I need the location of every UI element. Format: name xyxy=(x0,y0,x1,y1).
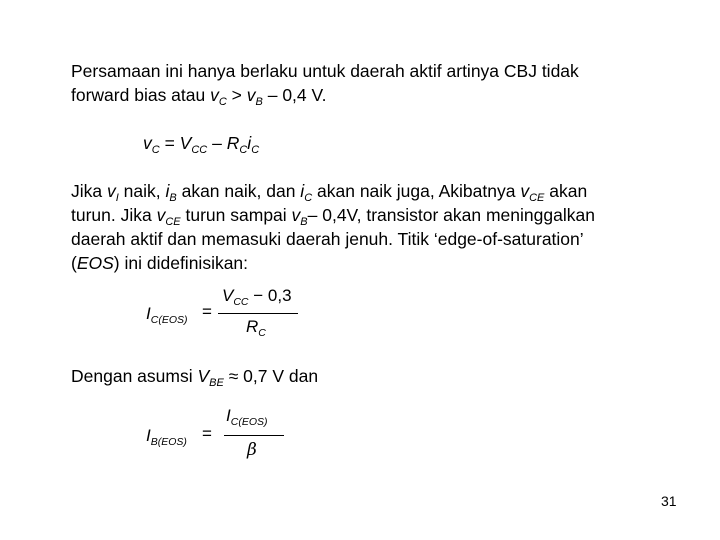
gt-sign: > xyxy=(226,85,247,105)
intro-line-1: Persamaan ini hanya berlaku untuk daerah aktif artinya CBJ tidak xyxy=(71,61,579,81)
sub-c: C xyxy=(251,144,260,156)
var-R: R xyxy=(226,133,240,153)
var-V: V xyxy=(179,133,192,153)
text: Jika xyxy=(71,181,107,201)
text: naik, xyxy=(118,181,166,201)
sub-c: C xyxy=(151,144,160,156)
var-v: v xyxy=(291,205,301,225)
var-I: I xyxy=(146,304,151,323)
ic-eos-equation xyxy=(146,286,316,342)
var-V: V xyxy=(222,286,234,305)
var-v: v xyxy=(143,133,152,153)
text: akan naik juga, Akibatnya xyxy=(312,181,521,201)
saturation-paragraph xyxy=(71,179,691,275)
equals-sign: = xyxy=(159,133,180,153)
text: ≈ 0,7 V dan xyxy=(223,366,319,386)
var-v: v xyxy=(156,205,166,225)
page-number: 31 xyxy=(661,493,677,509)
sub-i: I xyxy=(115,192,119,204)
sub-ce: CE xyxy=(165,216,181,228)
sub-cc: CC xyxy=(191,144,208,156)
text: ) ini didefinisikan: xyxy=(113,253,249,273)
sub-b: B xyxy=(169,192,177,204)
vc-equation xyxy=(143,131,720,155)
sub-cc: CC xyxy=(233,296,249,308)
sub-be: BE xyxy=(209,377,224,389)
text: Dengan asumsi xyxy=(71,366,198,386)
var-v: v xyxy=(520,181,530,201)
fraction-bar xyxy=(224,435,284,436)
var-v: v xyxy=(246,85,256,105)
intro-line-2-text: forward bias atau xyxy=(71,85,211,105)
var-v: v xyxy=(106,181,116,201)
eos-term: EOS xyxy=(76,253,114,273)
sub-c-eos: C(EOS) xyxy=(150,314,188,326)
var-I: I xyxy=(226,406,231,425)
intro-tail: – 0,4 V. xyxy=(262,85,327,105)
text: daerah aktif dan memasuki daerah jenuh. Titik ‘edge-of-saturation’ xyxy=(71,229,584,249)
sub-c-eos: C(EOS) xyxy=(230,416,268,428)
text: – 0,4V, transistor akan meninggalkan xyxy=(307,205,595,225)
text: turun sampai xyxy=(180,205,292,225)
var-V: V xyxy=(197,366,210,386)
sub-c: C xyxy=(239,144,248,156)
intro-paragraph xyxy=(71,59,691,107)
var-i: i xyxy=(165,181,170,201)
beta-symbol: β xyxy=(247,440,257,460)
text: akan naik, dan xyxy=(176,181,301,201)
equals-sign: = xyxy=(202,424,212,443)
assumption-paragraph xyxy=(71,364,691,388)
ic-eos-lhs xyxy=(146,304,187,324)
minus-sign: – xyxy=(207,133,227,153)
ib-eos-equation xyxy=(146,404,296,466)
var-R: R xyxy=(246,317,259,336)
equals-sign: = xyxy=(202,302,212,321)
fraction-denominator xyxy=(246,317,266,337)
text: turun. Jika xyxy=(71,205,157,225)
fraction-numerator xyxy=(222,286,292,306)
var-I: I xyxy=(146,426,151,445)
sub-c: C xyxy=(258,327,266,339)
fraction-bar xyxy=(218,313,298,314)
text: ( xyxy=(71,253,77,273)
sub-b: B xyxy=(300,216,308,228)
text: akan xyxy=(544,181,588,201)
fraction-numerator xyxy=(226,406,267,426)
sub-b: B xyxy=(255,96,263,108)
sub-c: C xyxy=(304,192,313,204)
sub-c: C xyxy=(218,96,227,108)
sub-b-eos: B(EOS) xyxy=(150,436,187,448)
ib-eos-lhs xyxy=(146,426,187,446)
var-v: v xyxy=(210,85,219,105)
var-i: i xyxy=(300,181,305,201)
var-i: i xyxy=(247,133,252,153)
numerator-tail: − 0,3 xyxy=(248,286,292,305)
sub-ce: CE xyxy=(529,192,545,204)
